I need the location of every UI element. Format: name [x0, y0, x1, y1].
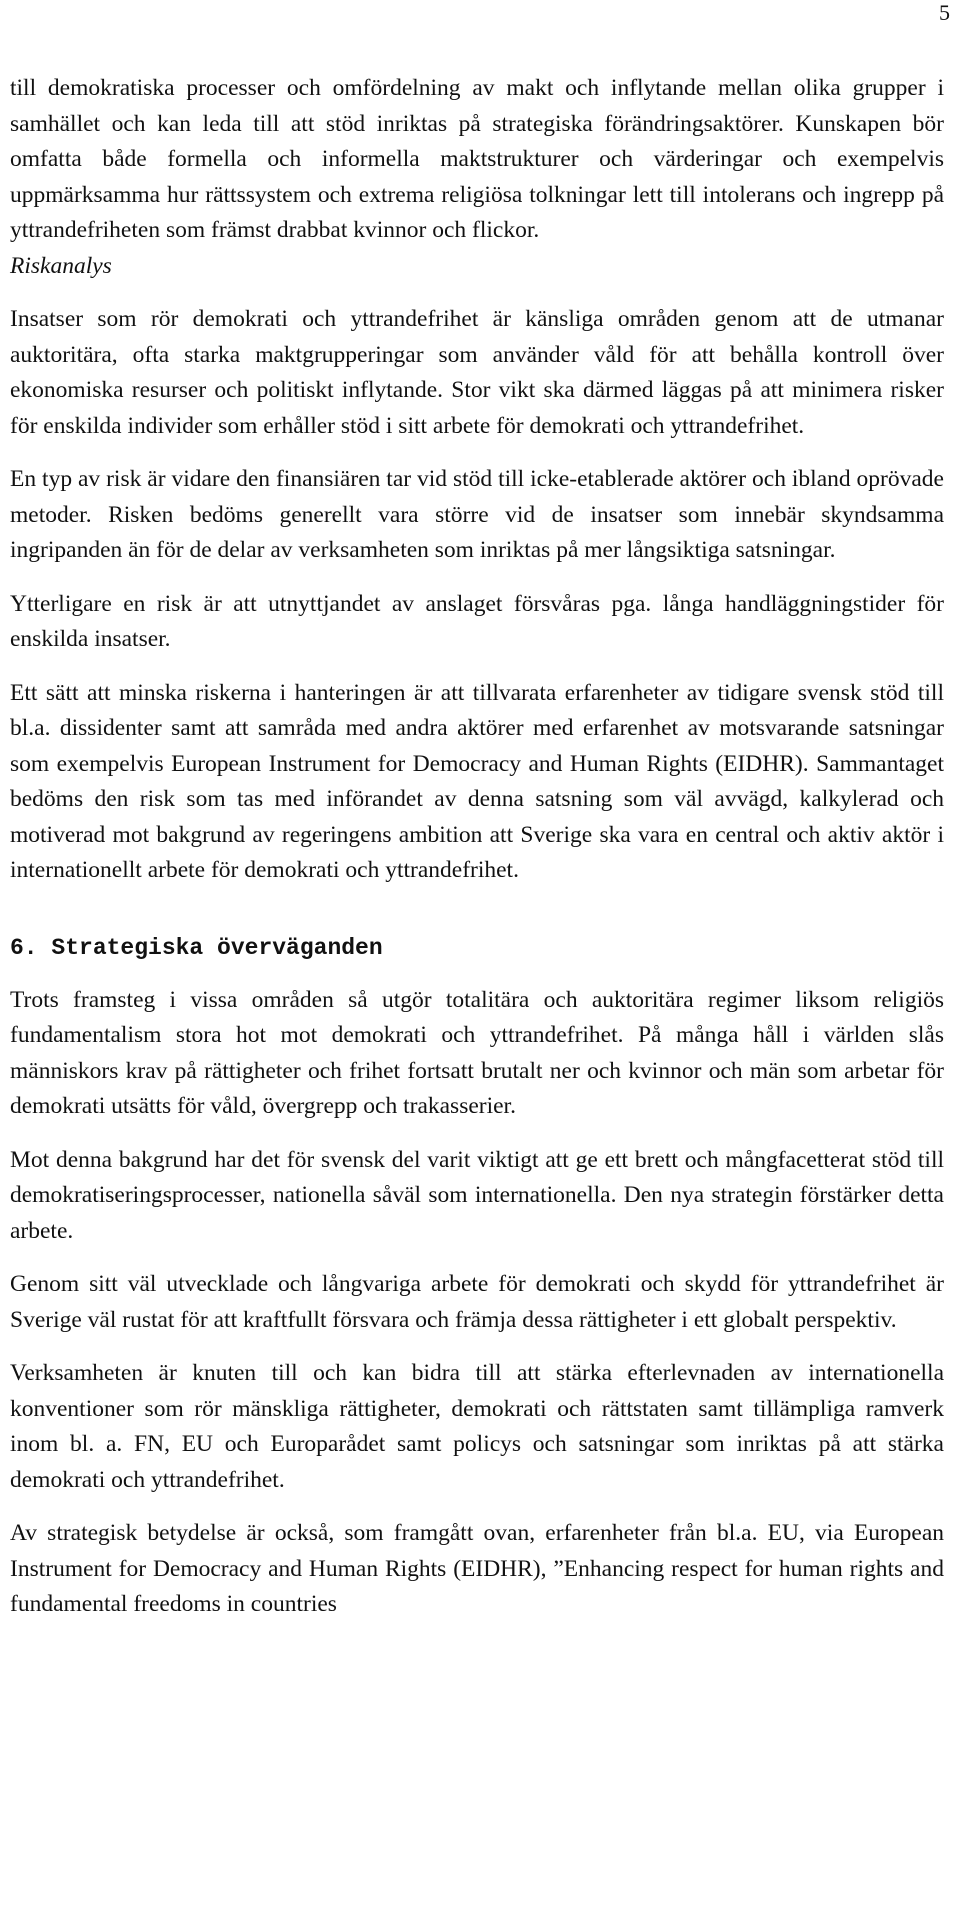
page-number: 5: [939, 0, 950, 25]
riskanalys-paragraph-3: Ytterligare en risk är att utnyttjandet av anslaget försvåras pga. långa handläggningstider för enskilda insatser.: [10, 590, 944, 652]
page-content: [10, 71, 944, 1623]
riskanalys-paragraph-4: Ett sätt att minska riskerna i hanteringen är att tillvarata erfarenheter av tidigare svensk stöd till bl.a. dissidenter samt att samråda med andra aktörer med erfarenhet av motsvarande satsningar som exempelvis European Instrument for Democracy and Human Rights (EIDHR). Sammantaget bedöms den risk som tas med införandet av denna satsning som väl avvägd, kalkylerad och motiverad mot bakgrund av regeringens ambition att Sverige ska vara en central och aktiv aktör i internationellt arbete för demokrati och yttrandefrihet.: [10, 679, 944, 883]
paragraph-continuation: till demokratiska processer och omfördelning av makt och inflytande mellan olika grupper i samhället och kan leda till att stöd inriktas på strategiska förändringsaktörer. Kunskapen bör omfatta både formella och informella maktstrukturer och värderingar och exempelvis uppmärksamma hur rättssystem och extrema religiösa tolkningar lett till intolerans och ingrepp på yttrandefriheten som främst drabbat kvinnor och flickor.: [10, 75, 944, 243]
section-6-paragraph-5: Av strategisk betydelse är också, som framgått ovan, erfarenheter från bl.a. EU, via European Instrument for Democracy and Human Rights (EIDHR), ”Enhancing respect for human rights and fundamental freedoms in countries: [10, 1520, 944, 1617]
section-6-paragraph-2: Mot denna bakgrund har det för svensk del varit viktigt att ge ett brett och mångfacetterat stöd till demokratiseringsprocesser, nationella såväl som internationella. Den nya strategin förstärker detta arbete.: [10, 1146, 944, 1244]
riskanalys-heading: Riskanalys: [10, 252, 112, 279]
section-6-paragraph-4: Verksamheten är knuten till och kan bidra till att stärka efterlevnaden av internationella konventioner som rör mänskliga rättigheter, demokrati och rättstaten samt tillämpliga ramverk inom bl. a. FN, EU och Europarådet samt policys och satsningar som inriktas på att stärka demokrati och yttrandefrihet.: [10, 1360, 944, 1493]
section-6-paragraph-1: Trots framsteg i vissa områden så utgör totalitära och auktoritära regimer liksom religiös fundamentalism stora hot mot demokrati och yttrandefrihet. På många håll i världen slås människors krav på rättigheter och frihet fortsatt brutalt ner och kvinnor och män som arbetar för demokrati utsätts för våld, övergrepp och trakasserier.: [10, 986, 944, 1119]
riskanalys-paragraph-2: En typ av risk är vidare den finansiären tar vid stöd till icke-etablerade aktörer och ibland oprövade metoder. Risken bedöms generellt vara större vid de insatser som innebär skyndsamma ingripanden än för de delar av verksamheten som inriktas på mer långsiktiga satsningar.: [10, 466, 944, 563]
section-6-paragraph-3: Genom sitt väl utvecklade och långvariga arbete för demokrati och skydd för yttrandefrihet är Sverige väl rustat för att kraftfullt försvara och främja dessa rättigheter i ett globalt perspektiv.: [10, 1271, 944, 1333]
section-6-heading: 6. Strategiska överväganden: [10, 934, 383, 961]
riskanalys-paragraph-1: Insatser som rör demokrati och yttrandefrihet är känsliga områden genom att de utmanar auktoritära, ofta starka maktgrupperingar som använder våld för att behålla kontroll över ekonomiska resurser och politiskt inflytande. Stor vikt ska därmed läggas på att minimera risker för enskilda individer som erhåller stöd i sitt arbete för demokrati och yttrandefrihet.: [10, 306, 944, 439]
